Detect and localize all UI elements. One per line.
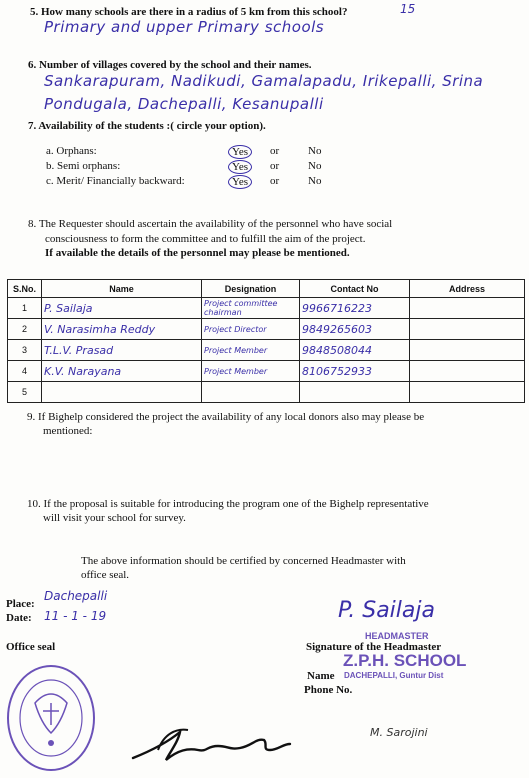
- cell-contact: 9966716223: [300, 298, 410, 319]
- q7-yes-2: Yes: [228, 160, 252, 174]
- cell-name: P. Sailaja: [42, 298, 202, 319]
- q6-question: 6. Number of villages covered by the school and their names.: [28, 59, 312, 71]
- cell-designation: Project Director: [202, 319, 300, 340]
- cell-address: [410, 361, 525, 382]
- cell-name: V. Narasimha Reddy: [42, 319, 202, 340]
- cell-sno: 2: [8, 319, 42, 340]
- stamp-headmaster: HEADMASTER: [365, 631, 429, 641]
- cell-designation: Project Member: [202, 361, 300, 382]
- cell-sno: 1: [8, 298, 42, 319]
- cell-contact: 9848508044: [300, 340, 410, 361]
- q6-answer-line1: Sankarapuram, Nadikudi, Gamalapadu, Irikepalli, Srina: [44, 72, 484, 90]
- cell-address: [410, 340, 525, 361]
- header-designation: Designation: [202, 280, 300, 298]
- q7-question: 7. Availability of the students :( circle your option).: [28, 120, 266, 132]
- cell-address: [410, 319, 525, 340]
- phone-label: Phone No.: [304, 684, 353, 696]
- cell-designation: Project committee chairman: [202, 298, 300, 319]
- black-ink-signature-icon: [128, 720, 308, 770]
- signature-label: Signature of the Headmaster: [306, 641, 442, 653]
- name-label: Name: [307, 670, 335, 682]
- place-value: Dachepalli: [44, 589, 108, 603]
- q7-no-1: No: [308, 145, 322, 157]
- header-name: Name: [42, 280, 202, 298]
- office-seal-stamp-icon: [5, 663, 97, 773]
- q7-option-merit: c. Merit/ Financially backward:: [46, 175, 185, 187]
- office-seal-label: Office seal: [6, 641, 56, 653]
- q10-line2: will visit your school for survey.: [43, 512, 186, 524]
- cell-contact: 9849265603: [300, 319, 410, 340]
- table-row: [8, 340, 525, 361]
- q7-no-3: No: [308, 175, 322, 187]
- date-value: 11 - 1 - 19: [44, 609, 107, 623]
- cell-sno: 3: [8, 340, 42, 361]
- q7-or-1: or: [270, 145, 280, 157]
- headmaster-signature-handwritten: P. Sailaja: [338, 598, 435, 623]
- date-label: Date:: [6, 612, 32, 624]
- q7-yes-1: Yes: [228, 145, 252, 159]
- q8-line1: 8. The Requester should ascertain the availability of the personnel who have social: [28, 218, 393, 230]
- q7-or-2: or: [270, 160, 280, 172]
- cell-name: K.V. Narayana: [42, 361, 202, 382]
- q7-no-2: No: [308, 160, 322, 172]
- stamp-school-location: DACHEPALLI, Guntur Dist: [344, 671, 444, 680]
- q5-answer-text: Primary and upper Primary schools: [44, 18, 325, 36]
- cell-address: [410, 382, 525, 403]
- cell-name: [42, 382, 202, 403]
- q6-answer-line2: Pondugala, Dachepalli, Kesanupalli: [44, 95, 324, 113]
- header-sno: S.No.: [8, 280, 42, 298]
- certify-line2: office seal.: [81, 569, 130, 581]
- q9-line1: 9. If Bighelp considered the project the availability of any local donors also may please be: [27, 411, 425, 423]
- q7-option-orphans: a. Orphans:: [46, 145, 97, 157]
- table-header-row: [8, 280, 525, 298]
- table-row: [8, 319, 525, 340]
- personnel-table: [7, 279, 525, 403]
- q8-line2: consciousness to form the committee and to fulfill the aim of the project.: [45, 233, 366, 245]
- cell-sno: 5: [8, 382, 42, 403]
- table-row: [8, 298, 525, 319]
- cell-designation: [202, 382, 300, 403]
- header-address: Address: [410, 280, 525, 298]
- q7-yes-3: Yes: [228, 175, 252, 189]
- q10-line1: 10. If the proposal is suitable for introducing the program one of the Bighelp representative: [27, 498, 429, 510]
- q8-line3: If available the details of the personnel may please be mentioned.: [45, 247, 350, 259]
- table-row: [8, 382, 525, 403]
- cell-address: [410, 298, 525, 319]
- q7-option-semi-orphans: b. Semi orphans:: [46, 160, 121, 172]
- cell-sno: 4: [8, 361, 42, 382]
- table-row: [8, 361, 525, 382]
- extra-handwritten-name: M. Sarojini: [370, 726, 428, 739]
- cell-contact: [300, 382, 410, 403]
- place-label: Place:: [6, 598, 35, 610]
- header-contact: Contact No: [300, 280, 410, 298]
- q7-or-3: or: [270, 175, 280, 187]
- certify-line1: The above information should be certified by concerned Headmaster with: [81, 555, 406, 567]
- cell-name: T.L.V. Prasad: [42, 340, 202, 361]
- q9-line2: mentioned:: [43, 425, 93, 437]
- cell-contact: 8106752933: [300, 361, 410, 382]
- cell-designation: Project Member: [202, 340, 300, 361]
- q5-answer-count: 15: [400, 2, 416, 16]
- stamp-school-name: Z.P.H. SCHOOL: [343, 651, 467, 670]
- q5-question: 5. How many schools are there in a radius of 5 km from this school?: [30, 6, 348, 18]
